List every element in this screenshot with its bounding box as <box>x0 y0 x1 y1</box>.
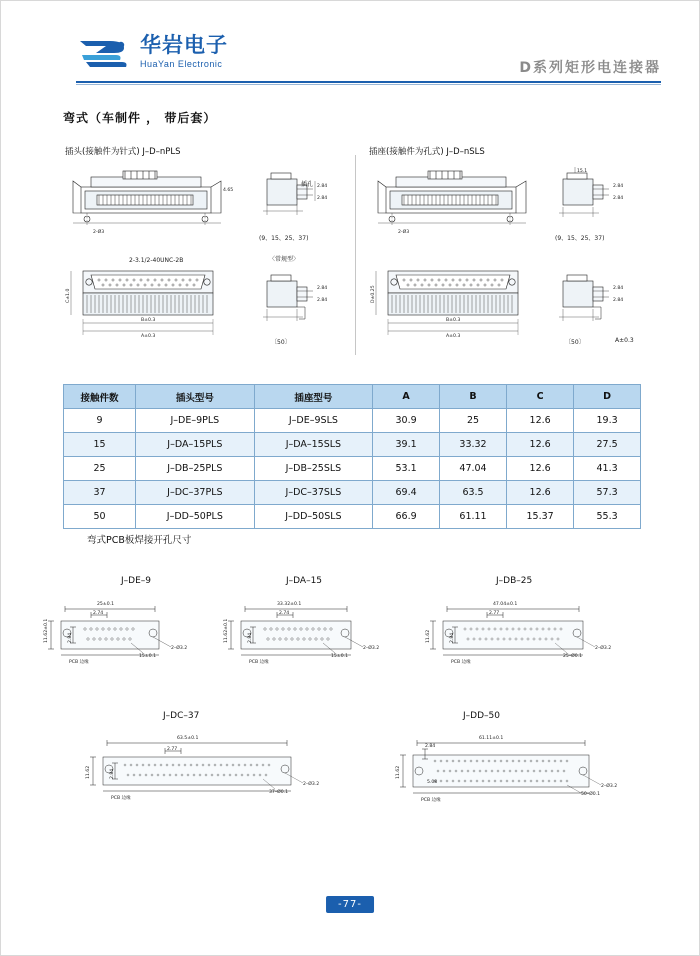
table-row <box>64 409 641 433</box>
cell-dim-a: 66.9 <box>373 505 440 529</box>
table-row <box>64 433 641 457</box>
cell-dim-b: 61.11 <box>439 505 506 529</box>
cell-socket-model: J–DD–50SLS <box>254 505 373 529</box>
svg-text:2.84: 2.84 <box>450 632 455 643</box>
cell-dim-d: 41.3 <box>574 457 641 481</box>
huayan-logo-icon <box>76 31 132 73</box>
pcb-name-db25: J–DB–25 <box>496 576 533 586</box>
header-divider-secondary <box>76 84 661 85</box>
svg-text:37–Ø0.1: 37–Ø0.1 <box>269 790 289 795</box>
header-title: D系列矩形电连接器 <box>519 60 661 76</box>
th-contact-count: 接触件数 <box>64 385 136 409</box>
svg-text:2–Ø3.2: 2–Ø3.2 <box>363 646 380 651</box>
pcb-drawing-de9 <box>39 593 209 683</box>
cell-dim-d: 57.3 <box>574 481 641 505</box>
svg-text:33.32±0.1: 33.32±0.1 <box>277 602 302 607</box>
cell-dim-a: 69.4 <box>373 481 440 505</box>
pcb-name-dd50: J–DD–50 <box>463 711 500 721</box>
svg-text:2.84: 2.84 <box>248 632 253 643</box>
svg-text:25–Ø0.1: 25–Ø0.1 <box>563 654 583 659</box>
left-range-note: (9、15、25、37) <box>259 235 309 242</box>
pcb-drawing-db25 <box>421 593 621 683</box>
svg-text:PCB 边缘: PCB 边缘 <box>249 660 269 665</box>
svg-text:61.11±0.1: 61.11±0.1 <box>479 736 504 741</box>
svg-text:4.65: 4.65 <box>223 188 234 193</box>
th-dim-b: B <box>439 385 506 409</box>
cell-contact-count: 37 <box>64 481 136 505</box>
svg-text:15±0.1: 15±0.1 <box>139 654 157 659</box>
table-header-row <box>64 385 641 409</box>
column-divider <box>355 155 356 355</box>
table-row <box>64 505 641 529</box>
cell-dim-d: 19.3 <box>574 409 641 433</box>
svg-text:2.84: 2.84 <box>317 196 328 201</box>
cell-socket-model: J–DC–37SLS <box>254 481 373 505</box>
svg-text:2.84: 2.84 <box>613 196 624 201</box>
brand-text <box>140 35 228 69</box>
cell-dim-a: 53.1 <box>373 457 440 481</box>
svg-text:2.84: 2.84 <box>613 286 624 291</box>
pcb-drawing-dc37 <box>81 729 336 819</box>
svg-text:B±0.3: B±0.3 <box>446 318 461 323</box>
svg-text:2–Ø3.2: 2–Ø3.2 <box>171 646 188 651</box>
spec-table <box>63 384 641 529</box>
svg-text:PCB 边缘: PCB 边缘 <box>421 798 441 803</box>
brand-name-cn: 华岩电子 <box>140 33 228 57</box>
socket-front-view-drawing <box>368 261 553 347</box>
cell-socket-model: J–DA–15SLS <box>254 433 373 457</box>
right-dim-a-label: A±0.3 <box>615 337 634 344</box>
cell-contact-count: 9 <box>64 409 136 433</box>
svg-text:15±0.1: 15±0.1 <box>331 654 349 659</box>
th-dim-a: A <box>373 385 440 409</box>
cell-plug-model: J–DB–25PLS <box>136 457 255 481</box>
svg-text:63.5±0.1: 63.5±0.1 <box>177 736 199 741</box>
svg-text:2.84: 2.84 <box>68 632 73 643</box>
cell-dim-c: 12.6 <box>507 433 574 457</box>
cell-socket-model: J–DB–25SLS <box>254 457 373 481</box>
right-bracket-50-label: 〔50〕 <box>565 339 585 346</box>
pcb-name-da15: J–DA–15 <box>286 576 323 586</box>
svg-text:A±0.3: A±0.3 <box>141 334 156 339</box>
cell-plug-model: J–DC–37PLS <box>136 481 255 505</box>
socket-side-view-drawing <box>368 167 553 239</box>
svg-text:2.74: 2.74 <box>93 611 104 616</box>
pcb-drawing-dd50 <box>391 729 641 819</box>
cell-plug-model: J–DA–15PLS <box>136 433 255 457</box>
th-plug-model: 插头型号 <box>136 385 255 409</box>
svg-text:2–Ø3.2: 2–Ø3.2 <box>595 646 612 651</box>
svg-text:C±1.0: C±1.0 <box>66 288 71 303</box>
svg-text:2.74: 2.74 <box>279 611 290 616</box>
svg-text:11.62±0.1: 11.62±0.1 <box>44 618 49 643</box>
brand-logo <box>76 31 228 73</box>
page-number-badge: -77- <box>326 896 374 913</box>
cell-dim-d: 55.3 <box>574 505 641 529</box>
left-figure-caption: 插头(接触件为针式) J–D–nPLS <box>65 147 181 157</box>
brand-name-en: HuaYan Electronic <box>140 59 223 69</box>
svg-text:A±0.3: A±0.3 <box>446 334 461 339</box>
svg-text:2–Ø3.2: 2–Ø3.2 <box>303 782 320 787</box>
socket-bottom-detail-drawing <box>555 273 643 335</box>
th-dim-d: D <box>574 385 641 409</box>
cell-dim-c: 12.6 <box>507 481 574 505</box>
page-header <box>41 31 661 91</box>
svg-text:15.1: 15.1 <box>577 169 588 174</box>
svg-text:PCB 边缘: PCB 边缘 <box>69 660 89 665</box>
socket-detail-view-drawing <box>555 167 643 233</box>
svg-text:PCB 边缘: PCB 边缘 <box>451 660 471 665</box>
svg-text:2.84: 2.84 <box>613 298 624 303</box>
svg-text:D±0.25: D±0.25 <box>371 285 376 303</box>
svg-text:11.62: 11.62 <box>426 629 431 643</box>
plug-bottom-detail-drawing <box>259 273 349 335</box>
header-divider <box>76 81 661 83</box>
cell-plug-model: J–DE–9PLS <box>136 409 255 433</box>
pcb-name-dc37: J–DC–37 <box>163 711 200 721</box>
cell-contact-count: 15 <box>64 433 136 457</box>
plug-side-view-drawing <box>63 167 248 239</box>
right-figure-caption: 插座(接触件为孔式) J–D–nSLS <box>369 147 485 157</box>
section-title: 弯式（车制件 ， 带后套） <box>63 111 217 125</box>
pcb-drawing-da15 <box>219 593 394 683</box>
cell-socket-model: J–DE–9SLS <box>254 409 373 433</box>
right-range-note: (9、15、25、37) <box>555 235 605 242</box>
svg-text:2-Ø3: 2-Ø3 <box>93 230 105 235</box>
svg-text:2.84: 2.84 <box>613 184 624 189</box>
svg-text:2.84: 2.84 <box>110 768 115 779</box>
svg-text:25±0.1: 25±0.1 <box>97 602 115 607</box>
left-bracket-50-label: 〔50〕 <box>271 339 291 346</box>
cell-dim-b: 25 <box>439 409 506 433</box>
svg-text:2.84: 2.84 <box>317 184 328 189</box>
thread-note-left: 2-3.1/2-40UNC-2B <box>129 257 184 264</box>
svg-text:2–Ø3.2: 2–Ø3.2 <box>601 784 618 789</box>
cell-contact-count: 50 <box>64 505 136 529</box>
svg-text:50–Ø0.1: 50–Ø0.1 <box>581 792 601 797</box>
svg-text:2.77: 2.77 <box>489 611 500 616</box>
cell-dim-a: 39.1 <box>373 433 440 457</box>
cell-dim-c: 12.6 <box>507 457 574 481</box>
svg-text:5.08: 5.08 <box>427 780 438 785</box>
drawing-zone <box>63 141 643 366</box>
cell-contact-count: 25 <box>64 457 136 481</box>
cell-dim-b: 63.5 <box>439 481 506 505</box>
left-standard-type-label: 〈常规型〉 <box>269 256 300 263</box>
cell-plug-model: J–DD–50PLS <box>136 505 255 529</box>
plug-front-view-drawing <box>63 261 248 347</box>
pcb-name-de9: J–DE–9 <box>121 576 151 586</box>
svg-text:2.84: 2.84 <box>425 744 436 749</box>
cell-dim-b: 47.04 <box>439 457 506 481</box>
cell-dim-c: 12.6 <box>507 409 574 433</box>
svg-text:11.62: 11.62 <box>396 765 401 779</box>
cell-dim-c: 15.37 <box>507 505 574 529</box>
th-socket-model: 插座型号 <box>254 385 373 409</box>
svg-text:2-Ø3: 2-Ø3 <box>398 230 410 235</box>
svg-text:B±0.3: B±0.3 <box>141 318 156 323</box>
svg-text:47.04±0.1: 47.04±0.1 <box>493 602 518 607</box>
svg-text:11.62±0.1: 11.62±0.1 <box>224 618 229 643</box>
table-row <box>64 457 641 481</box>
svg-text:2.77: 2.77 <box>167 747 178 752</box>
svg-text:PCB 边缘: PCB 边缘 <box>111 796 131 801</box>
th-dim-c: C <box>507 385 574 409</box>
pcb-section-title: 弯式PCB板焊接开孔尺寸 <box>87 535 192 546</box>
table-row <box>64 481 641 505</box>
cell-dim-d: 27.5 <box>574 433 641 457</box>
cell-dim-a: 30.9 <box>373 409 440 433</box>
cell-dim-b: 33.32 <box>439 433 506 457</box>
plug-detail-label: 插孔 <box>301 181 314 188</box>
svg-text:2.84: 2.84 <box>317 286 328 291</box>
svg-text:2.84: 2.84 <box>317 298 328 303</box>
svg-text:11.62: 11.62 <box>86 765 91 779</box>
